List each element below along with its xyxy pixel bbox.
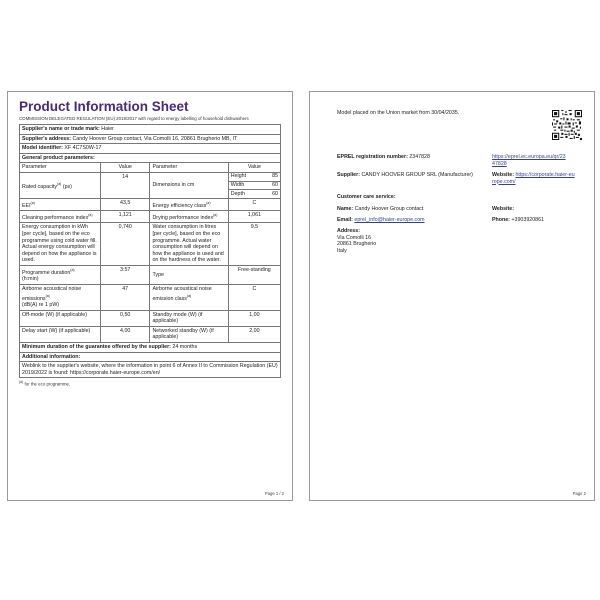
eei-value: 43,5 [100,198,150,210]
footnote [19,380,281,386]
duration-unit: (h:min) [22,276,39,283]
name-label: Name: [337,206,354,212]
energy-consumption-value: 0,740 [100,223,150,266]
supplier-address-value: Candy Hoover Group contact, Via Comolli 16, 20861 Brugherio MB, IT [72,135,238,142]
supplier-line [337,172,473,179]
address-line-1: Via Comolli 16 [337,234,372,241]
dimension-row [229,173,280,181]
supplier-label: Supplier: [337,172,360,178]
noise-row [20,284,281,310]
eec-sup: (a) [206,200,211,205]
placed-on-market: Model placed on the Union market from 30/04/2035. [337,110,460,116]
guarantee-row [20,342,281,352]
rated-capacity-label-cell [20,172,101,198]
page-1-content [19,99,281,387]
dimension-name: Depth [230,190,245,197]
header-value: Value [100,163,150,173]
noise-sup: (a) [45,293,50,298]
eec-value: C [228,198,280,210]
eprel-label [337,154,430,161]
product-sheet-page-2 [309,91,595,501]
eei-label: EEI [22,202,31,209]
header-parameter-2: Parameter [150,163,228,173]
duration-type-row [20,266,281,285]
customer-care-label: Customer care service: [337,194,396,200]
page-title: Product Information Sheet [19,99,189,114]
page-number-2: Page 2 [572,491,586,496]
type-value: Free-standing [228,266,280,285]
website-line [492,172,575,185]
name-line [337,206,423,213]
address-label: Address: [337,228,360,234]
eei-row [20,198,281,210]
model-identifier-value: XF 4C7S0W-17 [64,145,102,152]
header-row [20,163,281,173]
rated-capacity-label: Rated capacity [22,183,58,190]
rated-capacity-sup: (a) [57,181,62,186]
standby-value: 1,00 [228,310,280,326]
guarantee-value: 24 months [172,343,198,350]
cleaning-value: 1,121 [100,211,150,223]
noise-value: 47 [100,284,150,310]
delay-start-label: Delay start (W) (if applicable) [20,326,101,342]
noise-class-label-cell [150,284,228,310]
supplier-value: CANDY HOOVER GROUP SRL (Manufacturer) [361,172,473,178]
noise-class-label: Airborne acoustical noise emission class [152,285,212,302]
product-parameters-table [19,124,281,378]
dimension-value: 60 [263,181,280,190]
name-value: Candy Hoover Group contact [354,206,424,212]
weblink-url[interactable]: https://corporate.haier-europe.com/en/ [70,369,161,376]
noise-unit: (dB(A) re 1 pW) [22,301,60,308]
energy-consumption-label: Energy consumption in kWh [per cycle], based on the eco programme using cold water fill. Actual energy consumption will depend on how the appliance is used. [20,223,101,266]
delay-start-value: 4,00 [100,326,150,342]
rated-capacity-value: 14 [100,172,150,198]
phone-value: +3903920861 [511,217,544,223]
additional-info-row [20,352,281,362]
rated-capacity-unit: (ps) [62,183,72,190]
dimensions-table [229,173,280,198]
eprel-label-text: EPREL registration number: [337,154,408,160]
qr-code-icon [552,110,582,140]
address-line-2: 20861 Brugherio [337,241,377,248]
eei-label-cell [20,198,101,210]
product-sheet-page-1 [7,91,293,501]
duration-value: 3:57 [100,266,150,285]
footnote-marker: (a) [19,380,24,385]
drying-label: Drying performance index [152,214,214,221]
address-block [337,228,376,254]
dimension-value: 85 [263,173,280,181]
eec-label: Energy efficiency class [152,202,207,209]
footnote-text: for the eco programme. [24,381,71,387]
water-consumption-label: Water consumption in litres [per cycle], based on the eco programme. Actual water consumption will depend on how the appliance is used and on the hardness of the water. [150,223,228,266]
address-line-3: Italy [337,247,347,254]
email-label: Email: [337,217,353,223]
page-number-1: Page 1 / 2 [264,491,284,496]
off-mode-value: 0,50 [100,310,150,326]
supplier-address-row [20,134,281,144]
noise-class-sup: (a) [186,293,192,298]
phone-label: Phone: [492,217,510,223]
consumption-row [20,223,281,266]
eprel-value: 2347828 [409,154,430,160]
eei-sup: (a) [30,200,35,205]
website-label: Website: [492,172,514,178]
dimensions-cell [228,172,280,198]
delay-networked-row [20,326,281,342]
off-mode-label: Off-mode (W) (if applicable) [20,310,101,326]
drying-sup: (a) [213,213,218,218]
duration-label-cell [20,266,101,285]
cleaning-label: Cleaning performance index [22,214,89,221]
supplier-name-label: Supplier's name or trade mark: [22,126,100,132]
cleaning-label-cell [20,211,101,223]
email-line [337,217,425,224]
dimension-name: Width [229,181,263,190]
website-link-line-1[interactable]: https://corporate.haier-eu [515,172,575,178]
dimension-value: 60 [272,190,278,197]
weblink-row [20,362,281,378]
dimension-name: Height [229,173,263,181]
additional-info-label: Additional information: [20,352,281,362]
noise-class-value: C [228,284,280,310]
drying-value: 1,061 [228,211,280,223]
performance-row [20,211,281,223]
model-identifier-row [20,144,281,154]
cleaning-sup: (a) [88,213,93,218]
eprel-link-line-2[interactable]: 47828 [492,160,507,167]
dimension-row [229,181,280,190]
eprel-link[interactable] [492,154,566,167]
capacity-dimensions-row [20,172,281,198]
networked-standby-label: Networked standby (W) (if applicable) [150,326,228,342]
header-parameter: Parameter [20,163,101,173]
networked-standby-value: 2,00 [228,326,280,342]
noise-label: Airborne acoustical noise emissions [22,285,82,302]
power-modes-row [20,310,281,326]
weblink-text: Weblink to the supplier's website, where the information in point 6 of Annex II to Commission Regulation (EU) 2019/2022 is found: [22,363,278,376]
duration-sup: (a) [70,268,75,273]
eprel-link-line-1[interactable]: https://eprel.ec.europa.eu/qr/23 [492,154,566,160]
dimensions-label: Dimensions in cm [150,172,228,198]
model-identifier-label: Model identifier: [22,145,63,152]
website2-label: Website: [492,206,514,212]
noise-label-cell [20,284,101,310]
header-value-2: Value [228,163,280,173]
general-parameters-label: General product parameters: [20,153,281,163]
dimension-row [229,190,280,198]
guarantee-label: Minimum duration of the guarantee offered by the supplier: [22,343,171,350]
water-consumption-value: 9,5 [228,223,280,266]
eec-label-cell [150,198,228,210]
phone-line [492,217,544,224]
drying-label-cell [150,211,228,223]
type-label: Type [150,266,228,285]
website-link-line-2[interactable]: rope.com/ [492,178,516,185]
regulation-line: COMMISSION DELEGATED REGULATION (EU) 2019/2017 with regard to energy labelling of household dishwashers [19,116,249,121]
general-parameters-row [20,153,281,163]
email-link[interactable]: eprel_info@haier-europe.com [354,217,425,223]
duration-label: Programme duration [22,269,71,276]
supplier-name-value: Haier [101,126,114,132]
supplier-name-row [20,125,281,135]
supplier-address-label: Supplier's address: [22,135,71,142]
standby-label: Standby mode (W) (if applicable) [150,310,228,326]
